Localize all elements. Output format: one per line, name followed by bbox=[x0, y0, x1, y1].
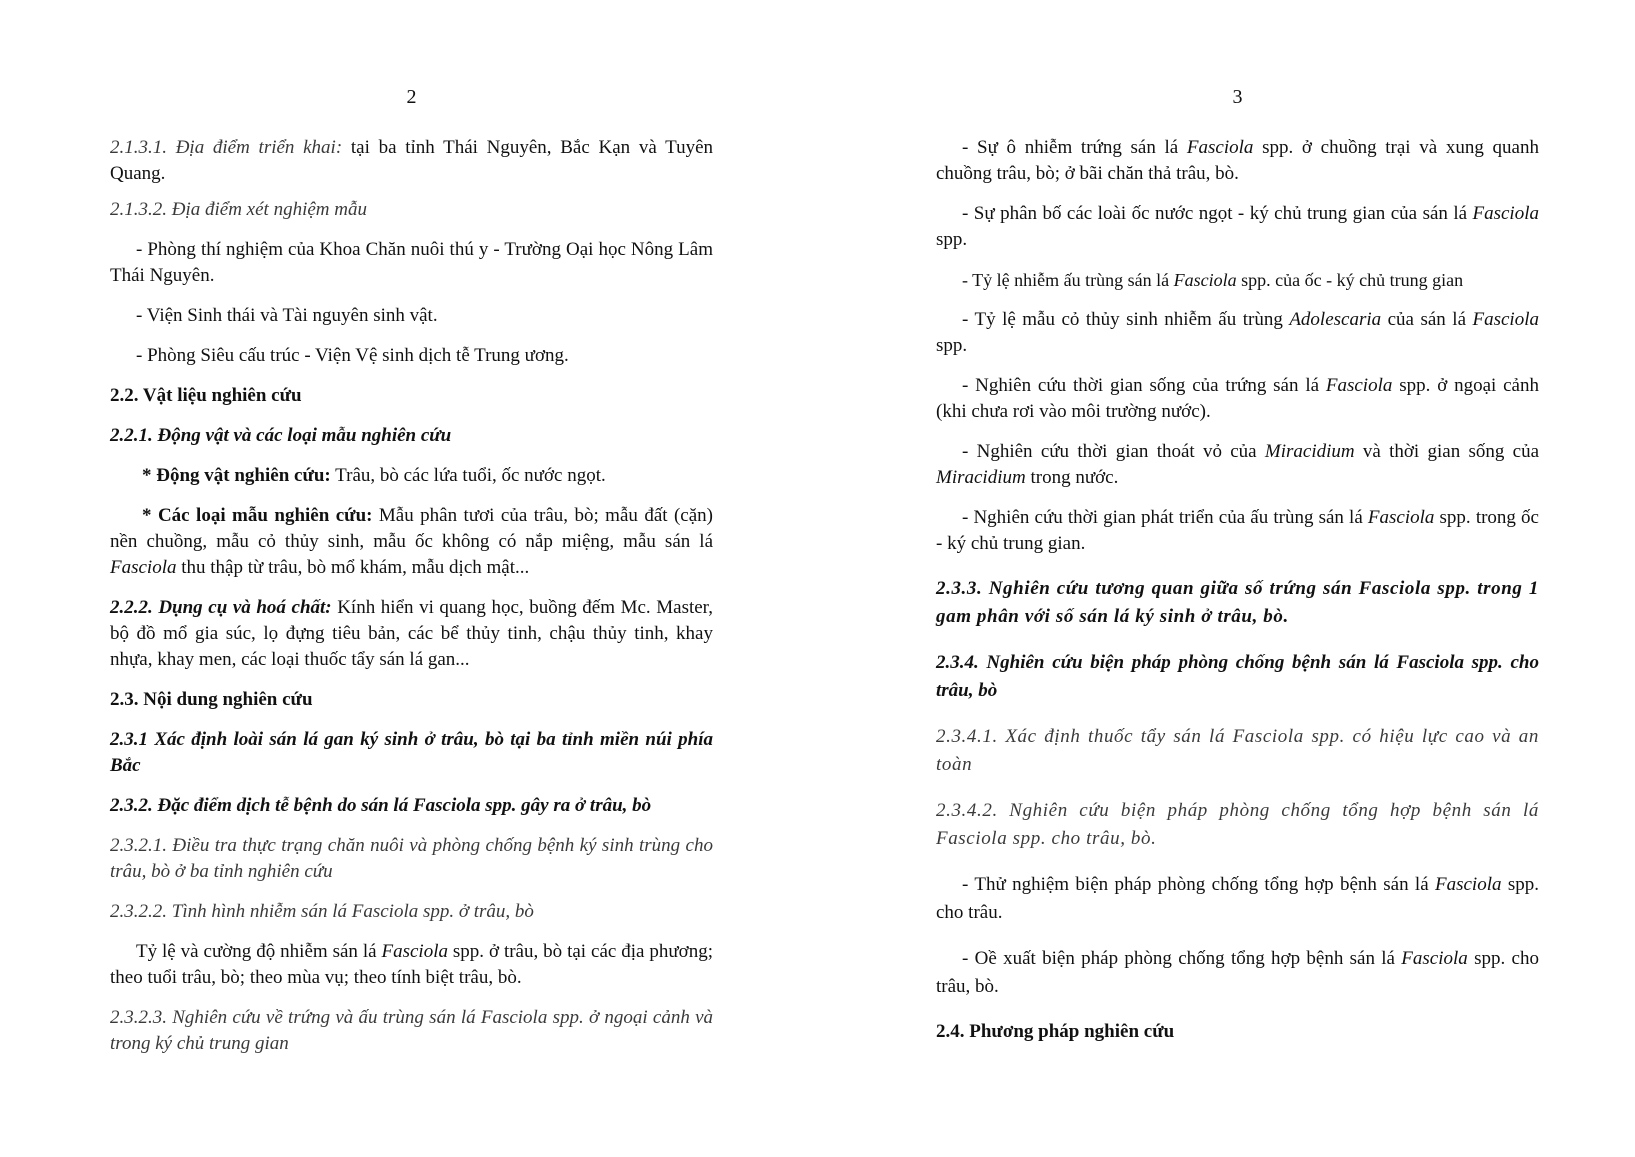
larva-development-paragraph bbox=[936, 505, 1539, 557]
r1-italic: Fasciola bbox=[1186, 137, 1254, 158]
section-heading-2-3: 2.3. Nội dung nghiên cứu bbox=[110, 689, 313, 710]
r4-text-a: - Tỷ lệ mẫu cỏ thủy sinh nhiễm ấu trùng bbox=[962, 309, 1290, 330]
snail-distribution-paragraph bbox=[936, 201, 1539, 253]
location-text: tại ba tỉnh Thái Nguyên, Bắc Kạn và Tuyên Quang. bbox=[110, 137, 714, 184]
r11-text-b: spp. cho trâu, bò. bbox=[936, 948, 1539, 997]
r6-text-a: - Nghiên cứu thời gian thoát vỏ của bbox=[962, 441, 1265, 462]
r3-text-a: - Tỷ lệ nhiễm ấu trùng sán lá bbox=[962, 270, 1174, 290]
infection-text-a: Tỷ lệ và cường độ nhiễm sán lá bbox=[136, 941, 382, 962]
samples-label: * Các loại mẫu nghiên cứu: bbox=[142, 505, 373, 526]
subsection-2-3-4-1: 2.3.4.1. Xác định thuốc tẩy sán lá Fasciola spp. có hiệu lực cao và an toàn bbox=[936, 726, 1539, 775]
lab-item-2: - Viện Sinh thái và Tài nguyên sinh vật. bbox=[136, 305, 438, 326]
proposal-paragraph bbox=[936, 945, 1539, 1001]
r11-italic: Fasciola bbox=[1401, 948, 1468, 969]
section-heading-2-3-3: 2.3.3. Nghiên cứu tương quan giữa số trứng sán Fasciola spp. trong 1 gam phân với số sán lá ký sinh ở trâu, bò. bbox=[936, 578, 1539, 627]
r6-italic2: Miracidium bbox=[936, 467, 1026, 488]
miracidium-paragraph bbox=[936, 439, 1539, 491]
r3-italic: Fasciola bbox=[1173, 270, 1237, 290]
r10-italic: Fasciola bbox=[1434, 874, 1502, 895]
animals-label: * Động vật nghiên cứu: bbox=[142, 465, 331, 486]
samples-italic: Fasciola bbox=[110, 557, 177, 578]
equipment-label: 2.2.2. Dụng cụ và hoá chất: bbox=[110, 597, 332, 618]
samples-text-a: Mẫu phân tươi của trâu, bò; mẫu đất (cặn) nền chuồng, mẫu cỏ thủy sinh, mẫu ốc không có nắp miệng, mẫu sán lá bbox=[110, 505, 713, 552]
section-heading-2-3-2: 2.3.2. Đặc điểm dịch tễ bệnh do sán lá Fasciola spp. gây ra ở trâu, bò bbox=[110, 795, 652, 816]
infection-italic: Fasciola bbox=[381, 941, 448, 962]
larva-rate-paragraph bbox=[936, 267, 1539, 293]
location-label: 2.1.3.1. Địa điểm triển khai: bbox=[110, 137, 343, 158]
right-page-content bbox=[936, 135, 1539, 1055]
infection-text-b: spp. ở trâu, bò tại các địa phương; theo tuổi trâu, bò; theo mùa vụ; theo tính biệt trâu, bò. bbox=[110, 941, 714, 988]
r1-text-b: spp. ở chuồng trại và xung quanh chuồng trâu, bò; ở bãi chăn thả trâu, bò. bbox=[936, 137, 1539, 184]
lab-item-3: - Phòng Siêu cấu trúc - Viện Vệ sinh dịch tễ Trung ương. bbox=[136, 345, 569, 366]
lab-location-heading: 2.1.3.2. Địa điểm xét nghiệm mẫu bbox=[110, 199, 367, 220]
r10-text-b: spp. cho trâu. bbox=[936, 874, 1539, 923]
r4-italic2: Fasciola bbox=[1472, 309, 1539, 330]
equipment-text: Kính hiển vi quang học, buồng đếm Mc. Master, bộ đồ mổ gia súc, lọ đựng tiêu bản, các bể thủy tinh, chậu thủy tinh, khay nhựa, khay men, các loại thuốc tẩy sán lá gan... bbox=[110, 597, 713, 670]
r11-text-a: - Oề xuất biện pháp phòng chống tổng hợp bệnh sán lá bbox=[962, 948, 1402, 969]
location-paragraph bbox=[110, 135, 713, 187]
subsection-2-3-4-2: 2.3.4.2. Nghiên cứu biện pháp phòng chống tổng hợp bệnh sán lá Fasciola spp. cho trâu, bò. bbox=[936, 800, 1539, 849]
subsection-2-3-2-2: 2.3.2.2. Tình hình nhiễm sán lá Fasciola spp. ở trâu, bò bbox=[110, 901, 534, 922]
r6-text-b: và thời gian sống của bbox=[1354, 441, 1540, 462]
r5-text-b: spp. ở ngoại cảnh (khi chưa rơi vào môi trường nước). bbox=[936, 375, 1539, 422]
r4-text-c: spp. bbox=[936, 335, 968, 356]
subsection-2-3-2-3: 2.3.2.3. Nghiên cứu về trứng và ấu trùng sán lá Fasciola spp. ở ngoại cảnh và trong ký chủ trung gian bbox=[110, 1007, 713, 1054]
animals-text: Trâu, bò các lứa tuổi, ốc nước ngọt. bbox=[330, 465, 606, 486]
section-heading-2-2: 2.2. Vật liệu nghiên cứu bbox=[110, 385, 302, 406]
samples-paragraph bbox=[110, 503, 713, 581]
r2-text-b: spp. bbox=[936, 229, 968, 250]
r4-text-b: của sán lá bbox=[1381, 309, 1473, 330]
samples-text-b: thu thập từ trâu, bò mổ khám, mẫu dịch mật... bbox=[176, 557, 530, 578]
animals-paragraph bbox=[110, 463, 713, 489]
equipment-paragraph bbox=[110, 595, 713, 673]
grass-sample-paragraph bbox=[936, 307, 1539, 359]
r2-italic: Fasciola bbox=[1472, 203, 1539, 224]
r2-text-a: - Sự phân bố các loài ốc nước ngọt - ký chủ trung gian của sán lá bbox=[962, 203, 1473, 224]
page-number-left: 2 bbox=[406, 86, 417, 108]
page-number-right: 3 bbox=[1232, 86, 1243, 108]
r6-italic: Miracidium bbox=[1264, 441, 1355, 462]
r5-text-a: - Nghiên cứu thời gian sống của trứng sán lá bbox=[962, 375, 1326, 396]
infection-rate-paragraph bbox=[110, 939, 713, 991]
left-page-content bbox=[110, 135, 713, 1067]
trial-paragraph bbox=[936, 871, 1539, 927]
section-heading-2-4: 2.4. Phương pháp nghiên cứu bbox=[936, 1021, 1175, 1042]
r1-text-a: - Sự ô nhiễm trứng sán lá bbox=[962, 137, 1187, 158]
r5-italic: Fasciola bbox=[1325, 375, 1393, 396]
r4-italic: Adolescaria bbox=[1289, 309, 1382, 330]
subsection-2-3-2-1: 2.3.2.1. Điều tra thực trạng chăn nuôi và phòng chống bệnh ký sinh trùng cho trâu, bò ở ba tỉnh nghiên cứu bbox=[110, 835, 713, 882]
egg-survival-paragraph bbox=[936, 373, 1539, 425]
r7-text-a: - Nghiên cứu thời gian phát triển của ấu trùng sán lá bbox=[962, 507, 1368, 528]
contamination-paragraph bbox=[936, 135, 1539, 187]
lab-item-1: - Phòng thí nghiệm của Khoa Chăn nuôi thú y - Trường Oại học Nông Lâm Thái Nguyên. bbox=[110, 239, 713, 286]
r10-text-a: - Thử nghiệm biện pháp phòng chống tổng hợp bệnh sán lá bbox=[962, 874, 1435, 895]
r6-text-c: trong nước. bbox=[1025, 467, 1119, 488]
section-heading-2-2-1: 2.2.1. Động vật và các loại mẫu nghiên cứu bbox=[110, 425, 452, 446]
section-heading-2-3-4: 2.3.4. Nghiên cứu biện pháp phòng chống bệnh sán lá Fasciola spp. cho trâu, bò bbox=[936, 652, 1539, 701]
r3-text-b: spp. của ốc - ký chủ trung gian bbox=[1236, 270, 1464, 290]
r7-italic: Fasciola bbox=[1367, 507, 1435, 528]
section-heading-2-3-1: 2.3.1 Xác định loài sán lá gan ký sinh ở trâu, bò tại ba tỉnh miền núi phía Bắc bbox=[110, 729, 713, 776]
r7-text-b: spp. trong ốc - ký chủ trung gian. bbox=[936, 507, 1539, 554]
